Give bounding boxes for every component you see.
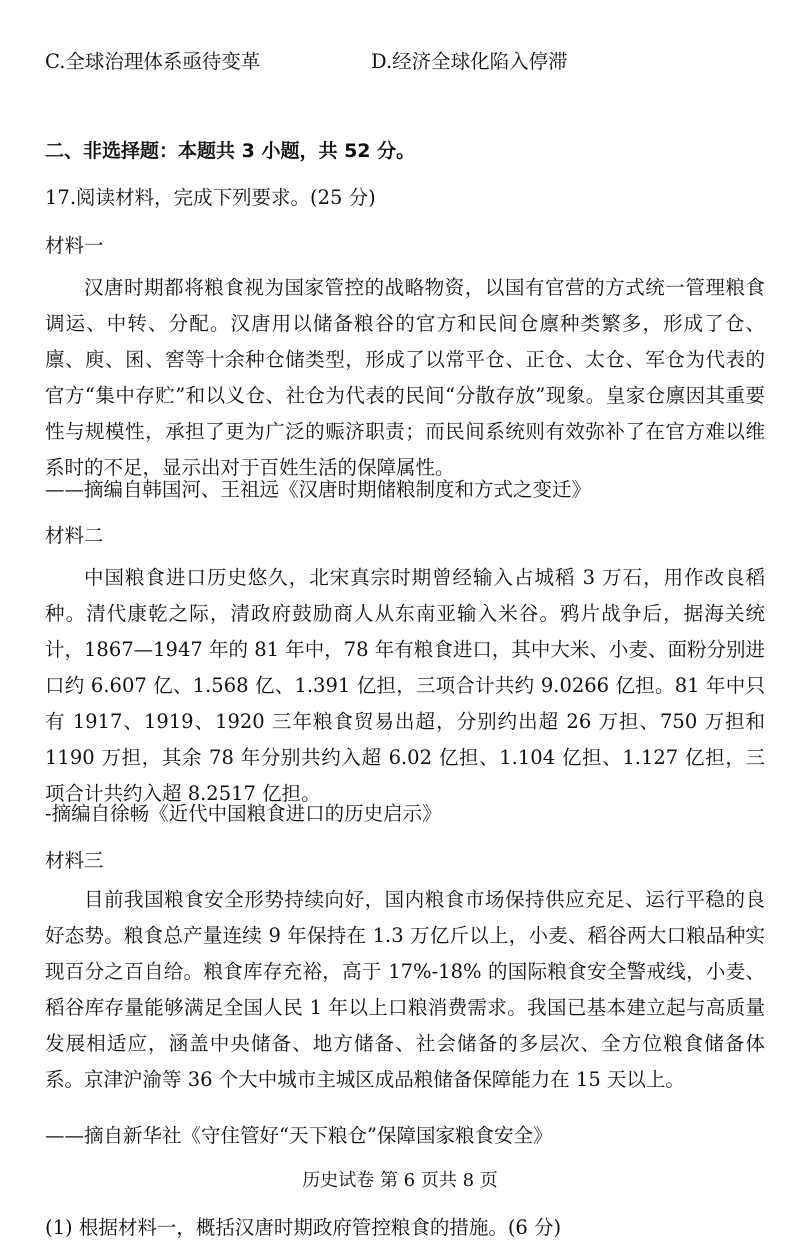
page-footer: 历史试卷 第 6 页共 8 页 <box>302 1170 498 1191</box>
material-3-text <box>45 882 765 1098</box>
material-3-paragraph: 目前我国粮食安全形势持续向好，国内粮食市场保持供应充足、运行平稳的良好态势。粮食总产量连续 9 年保持在 1.3 万亿斤以上，小麦、稻谷两大口粮品种实现百分之百自给。粮食库存充裕，高于 17%-18% 的国际粮食安全警戒线，小麦、稻谷库存量能够满足全国人民 1 年以上口粮消费需求。我国已基本建立起与高质量发展相适应，涵盖中央储备、地方储备、社会储备的多层次、全方位粮食储备体系。京津沪渝等 36 个大中城市主城区成品粮储备保障能力在 15 天以上。 <box>45 888 765 1091</box>
material-3-title: 材料三 <box>45 849 104 872</box>
material-2-title: 材料二 <box>45 524 104 547</box>
sub-question-1: (1) 根据材料一，概括汉唐时期政府管控粮食的措施。(6 分) <box>45 1216 562 1239</box>
section-heading: 二、非选择题：本题共 3 小题，共 52 分。 <box>45 140 416 162</box>
option-d: D.经济全球化陷入停滞 <box>371 50 568 73</box>
material-3-source: ——摘自新华社《守住管好“天下粮仓”保障国家粮食安全》 <box>45 1124 553 1147</box>
material-2-paragraph: 中国粮食进口历史悠久，北宋真宗时期曾经输入占城稻 3 万石，用作改良稻种。清代康乾之际，清政府鼓励商人从东南亚输入米谷。鸦片战争后，据海关统计，1867—1947 年的 81 年中，78 年有粮食进口，其中大米、小麦、面粉分别进口约 6.607 亿、1.568 亿、1.391 亿担，三项合计共约 9.0266 亿担。81 年中只有 1917、1919、1920 三年粮食贸易出超，分别约出超 26 万担、750 万担和 1190 万担，其余 78 年分别共约入超 6.02 亿担、1.104 亿担、1.127 亿担，三项合计共约入超 8.2517 亿担。 <box>45 566 765 805</box>
question-17-stem: 17.阅读材料，完成下列要求。(25 分) <box>45 186 376 209</box>
material-2-text <box>45 560 765 812</box>
material-1-text <box>45 270 765 486</box>
option-c: C.全球治理体系亟待变革 <box>45 50 261 73</box>
material-1-source: ——摘编自韩国河、王祖远《汉唐时期储粮制度和方式之变迁》 <box>45 478 592 501</box>
material-2-source: -摘编自徐畅《近代中国粮食进口的历史启示》 <box>45 802 442 825</box>
material-1-paragraph: 汉唐时期都将粮食视为国家管控的战略物资，以国有官营的方式统一管理粮食调运、中转、分配。汉唐用以储备粮谷的官方和民间仓廪种类繁多，形成了仓、廪、庾、囷、窖等十余种仓储类型，形成了以常平仓、正仓、太仓、军仓为代表的官方“集中存贮”和以义仓、社仓为代表的民间“分散存放”现象。皇家仓廪因其重要性与规模性，承担了更为广泛的赈济职责；而民间系统则有效弥补了在官方难以维系时的不足，显示出对于百姓生活的保障属性。 <box>45 276 765 479</box>
material-1-title: 材料一 <box>45 234 104 257</box>
